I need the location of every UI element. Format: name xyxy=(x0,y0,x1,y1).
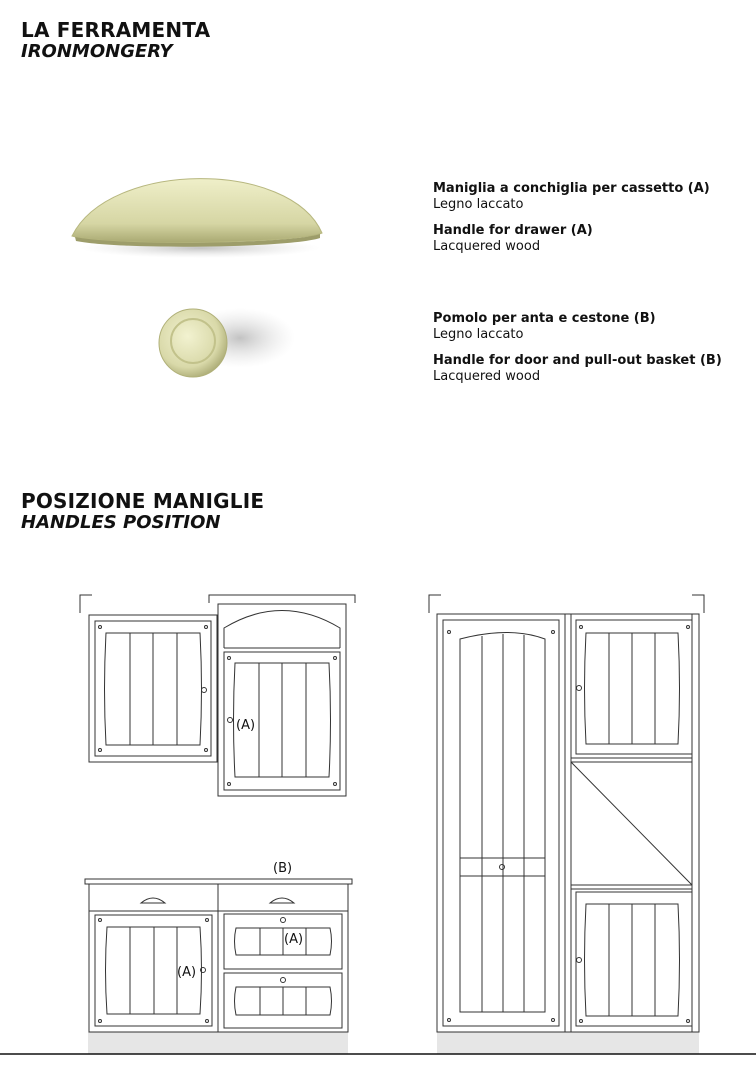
product-b-name-en: Handle for door and pull-out basket (B) xyxy=(433,353,722,368)
section2-subtitle-en: HANDLES POSITION xyxy=(21,512,221,533)
base-cabinet xyxy=(85,879,352,1032)
product-a-material-en: Lacquered wood xyxy=(433,239,541,254)
label-a-drawer: (A) xyxy=(284,932,304,947)
tall-cabinet xyxy=(429,595,704,1032)
label-b: (B) xyxy=(273,861,293,876)
product-a-material-it: Legno laccato xyxy=(433,197,524,212)
label-a-wall: (A) xyxy=(236,718,256,733)
product-a-name-en: Handle for drawer (A) xyxy=(433,223,593,238)
product-b-material-it: Legno laccato xyxy=(433,327,524,342)
product-b-material-en: Lacquered wood xyxy=(433,369,541,384)
section-title-it: LA FERRAMENTA xyxy=(21,18,211,42)
product-b-name-it: Pomolo per anta e cestone (B) xyxy=(433,311,656,326)
label-a-base: (A) xyxy=(177,965,197,980)
product-a-name-it: Maniglia a conchiglia per cassetto (A) xyxy=(433,181,710,196)
wall-cabinet-arched xyxy=(209,595,355,796)
section2-title-it: POSIZIONE MANIGLIE xyxy=(21,489,265,513)
wall-cabinet-single xyxy=(80,595,217,762)
section-subtitle-en: IRONMONGERY xyxy=(21,41,173,62)
